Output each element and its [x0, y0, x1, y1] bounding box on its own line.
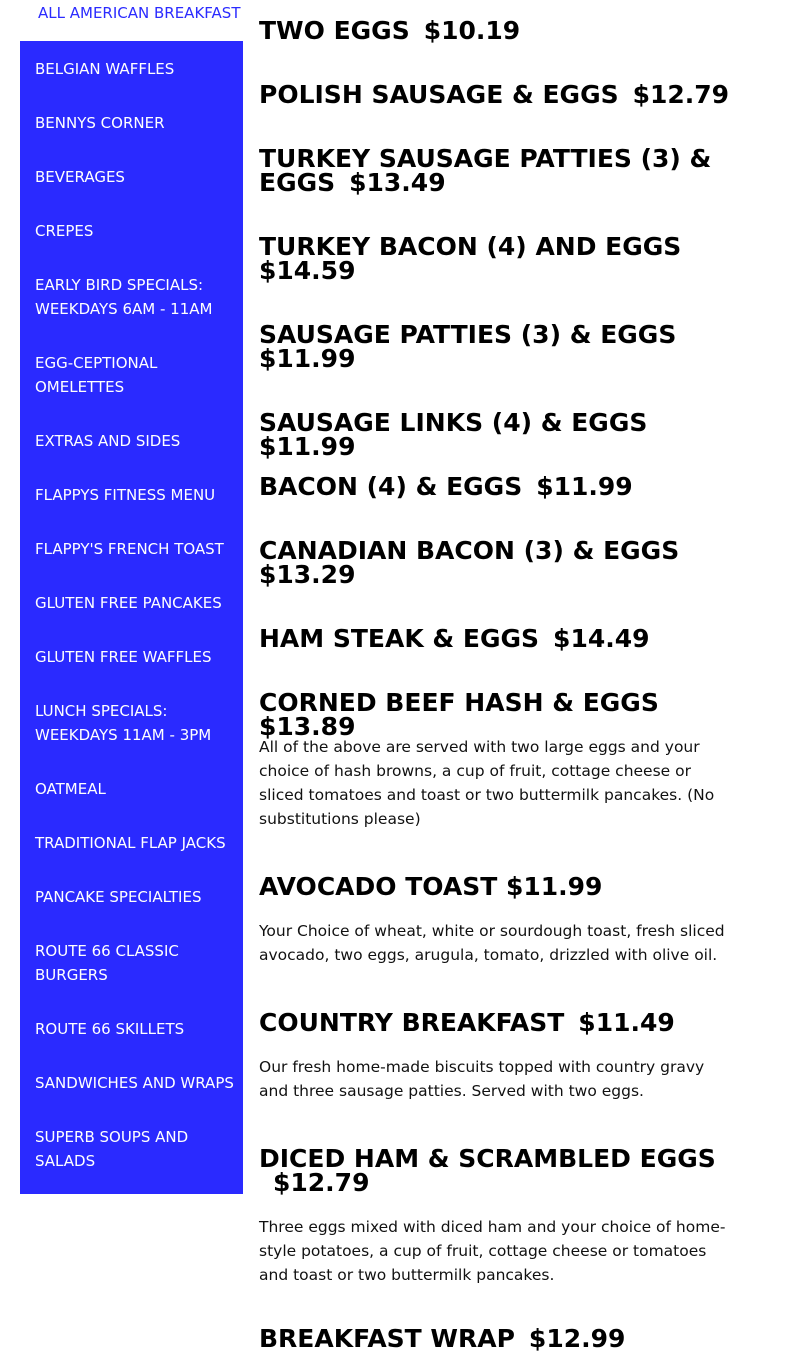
sidebar-item-oatmeal[interactable]: OATMEAL: [35, 780, 106, 798]
sidebar-item-early-bird-specials[interactable]: EARLY BIRD SPECIALS: WEEKDAYS 6AM - 11AM: [35, 276, 213, 318]
sidebar-item-beverages[interactable]: BEVERAGES: [35, 168, 125, 186]
sidebar-item-skillets[interactable]: ROUTE 66 SKILLETS: [35, 1020, 185, 1038]
sidebar-item-belgian-waffles[interactable]: BELGIAN WAFFLES: [35, 60, 175, 78]
menu-item-title: SAUSAGE LINKS (4) & EGGS$11.99: [259, 408, 648, 461]
menu-item-price: $11.99: [259, 344, 356, 373]
menu-item-description: Our fresh home-made biscuits topped with country gravy and three sausage patties. Served with two eggs.: [259, 1058, 705, 1100]
menu-item-title: TURKEY BACON (4) AND EGGS$14.59: [259, 232, 682, 285]
sidebar-item-gluten-free-pancakes[interactable]: GLUTEN FREE PANCAKES: [35, 594, 222, 612]
menu-item-price: $14.49: [553, 624, 650, 653]
sidebar-item-pancake-specialties[interactable]: PANCAKE SPECIALTIES: [35, 888, 202, 906]
menu-item-price: $12.79: [632, 80, 730, 109]
menu-item-title: BREAKFAST WRAP $12.99: [259, 1324, 626, 1353]
sidebar-item-fitness-menu[interactable]: FLAPPYS FITNESS MENU: [35, 486, 216, 504]
category-sidebar: [20, 0, 243, 1194]
sidebar-item-classic-burgers[interactable]: ROUTE 66 CLASSIC BURGERS: [35, 942, 179, 984]
sidebar-item-french-toast[interactable]: FLAPPY'S FRENCH TOAST: [35, 540, 224, 558]
menu-item-title: POLISH SAUSAGE & EGGS $12.79: [259, 80, 730, 109]
sidebar-item-bennys-corner[interactable]: BENNYS CORNER: [35, 114, 165, 132]
menu-item-price: $10.19: [423, 16, 521, 45]
menu-item-title: SAUSAGE PATTIES (3) & EGGS$11.99: [259, 320, 677, 373]
menu-item-title: HAM STEAK & EGGS $14.49: [259, 624, 650, 653]
menu-item-price: $13.89: [259, 712, 356, 741]
menu-item-description: All of the above are served with two large eggs and your choice of hash browns, a cup of fruit, cottage cheese or sliced tomatoes and toast or two buttermilk pancakes. (No substitutions please): [259, 738, 715, 828]
menu-item-title: DICED HAM & SCRAMBLED EGGS$12.79: [259, 1144, 716, 1197]
menu-item-price: $11.99: [259, 432, 356, 461]
menu-item-price: $12.79: [273, 1168, 370, 1197]
menu-item-title: CORNED BEEF HASH & EGGS$13.89: [259, 688, 659, 741]
menu-item-price: $11.99: [505, 872, 603, 901]
menu-item-price: $13.49: [349, 168, 446, 197]
menu-item-title: TWO EGGS $10.19: [259, 16, 521, 45]
sidebar-item-gluten-free-waffles[interactable]: GLUTEN FREE WAFFLES: [35, 648, 212, 666]
sidebar-item-label: ALL AMERICAN BREAKFAST: [38, 4, 241, 22]
menu-item-title: TURKEY SAUSAGE PATTIES (3) & EGGS $13.49: [259, 144, 712, 197]
sidebar-item-lunch-specials[interactable]: LUNCH SPECIALS: WEEKDAYS 11AM - 3PM: [35, 702, 212, 744]
menu-item-price: $13.29: [259, 560, 356, 589]
menu-item-price: $12.99: [528, 1324, 626, 1353]
menu-item-price: $14.59: [259, 256, 356, 285]
sidebar-item-sandwiches-wraps[interactable]: SANDWICHES AND WRAPS: [35, 1074, 234, 1092]
menu-item-description: Your Choice of wheat, white or sourdough toast, fresh sliced avocado, two eggs, arugula, tomato, drizzled with olive oil.: [259, 922, 725, 964]
sidebar-item-soups-salads[interactable]: SUPERB SOUPS AND SALADS: [35, 1128, 189, 1170]
menu-item-title: COUNTRY BREAKFAST $11.49: [259, 1008, 675, 1037]
menu-item-price: $11.99: [536, 472, 633, 501]
menu-item-title: BACON (4) & EGGS $11.99: [259, 472, 633, 501]
sidebar-item-omelettes[interactable]: EGG-CEPTIONAL OMELETTES: [35, 354, 158, 396]
sidebar-list: [20, 41, 243, 1194]
menu-item-title: CANADIAN BACON (3) & EGGS$13.29: [259, 536, 680, 589]
menu-item-description: Three eggs mixed with diced ham and your choice of home-style potatoes, a cup of fruit, cottage cheese or tomatoes and toast or two buttermilk pancakes.: [259, 1218, 726, 1284]
menu-item-title: AVOCADO TOAST $11.99: [259, 872, 603, 901]
sidebar-item-flap-jacks[interactable]: TRADITIONAL FLAP JACKS: [35, 834, 226, 852]
sidebar-item-active[interactable]: [20, 0, 243, 41]
sidebar-item-extras-and-sides[interactable]: EXTRAS AND SIDES: [35, 432, 181, 450]
sidebar-item-crepes[interactable]: CREPES: [35, 222, 94, 240]
menu-item-price: $11.49: [578, 1008, 675, 1037]
